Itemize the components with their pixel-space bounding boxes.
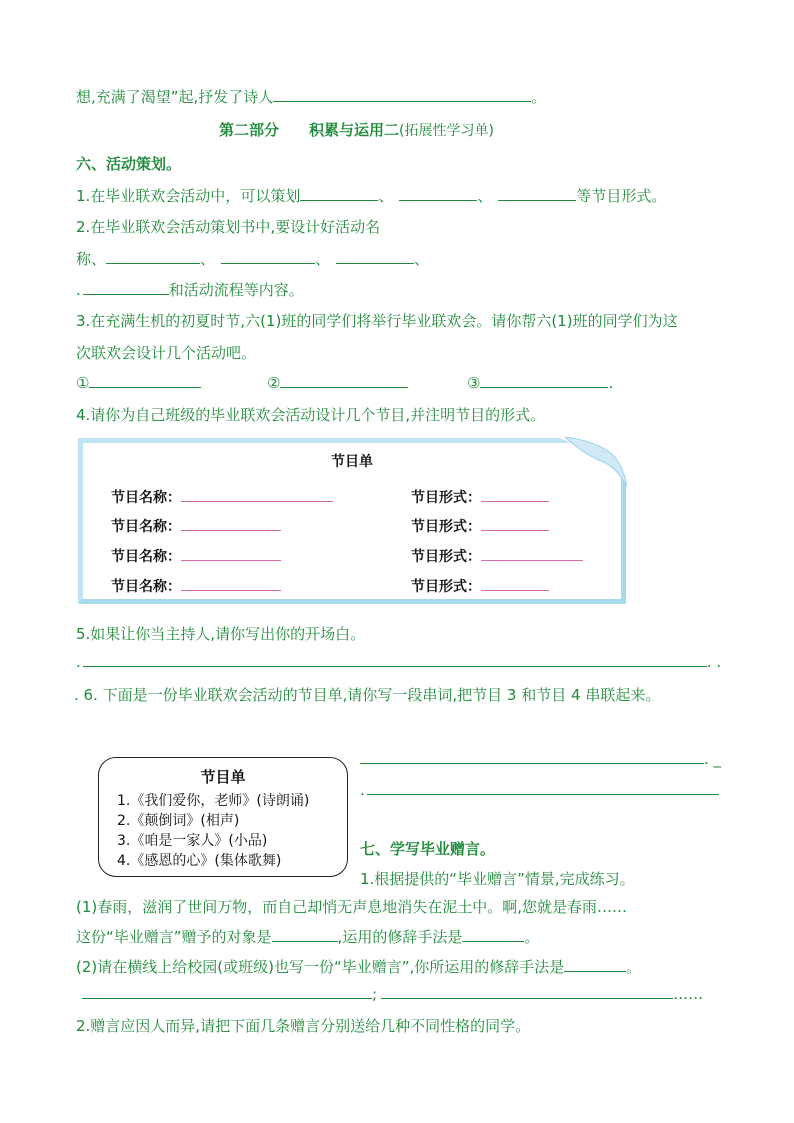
answer-blank[interactable] <box>481 546 583 561</box>
question-2-line-3 <box>76 279 304 300</box>
answer-blank[interactable] <box>462 927 524 942</box>
answer-blank[interactable] <box>360 749 704 764</box>
separator: ; <box>372 985 378 1003</box>
program-name-row <box>111 576 281 596</box>
answer-blank[interactable] <box>82 984 372 999</box>
program-form-row <box>411 516 549 536</box>
program-name-row <box>111 546 281 566</box>
text-segment: (2)请在横线上给校园(或班级)也写一份“毕业赠言”,你所运用的修辞手法是 <box>76 958 565 976</box>
section-7-part-2-line-1 <box>76 956 641 977</box>
answer-blank[interactable] <box>381 984 673 999</box>
program-list-item: 3.《咱是一家人》(小品) <box>117 833 268 849</box>
question-1 <box>76 185 666 206</box>
separator: 、 <box>477 187 493 205</box>
ellipsis: …… <box>673 985 704 1003</box>
question-3-answer-3 <box>467 373 613 392</box>
program-form-row <box>411 546 583 566</box>
answer-blank[interactable] <box>300 186 378 201</box>
answer-blank[interactable] <box>221 249 315 264</box>
answer-blank[interactable] <box>181 516 281 531</box>
line-end: . _ <box>704 750 722 768</box>
section-7-heading: 七、学写毕业赠言。 <box>360 840 496 858</box>
answer-blank[interactable] <box>336 249 414 264</box>
program-card <box>78 438 626 604</box>
line-1-end: 。 <box>531 88 547 106</box>
separator: 、 <box>200 250 216 268</box>
answer-blank[interactable] <box>83 280 169 295</box>
question-3-line-2: 次联欢会设计几个活动吧。 <box>76 344 257 362</box>
question-6: . 6. 下面是一份毕业联欢会活动的节目单,请你写一段串词,把节目 3 和节目 4 串联起来。 <box>74 686 661 704</box>
question-3-answers <box>76 373 201 392</box>
question-2-line-1: 2.在毕业联欢会活动策划书中,要设计好活动名 <box>76 218 381 236</box>
program-form-label: 节目形式： <box>411 579 481 595</box>
question-5-answer <box>76 652 721 671</box>
text-segment: 这份“毕业赠言”赠予的对象是 <box>76 928 272 946</box>
choice-marker-2: ② <box>267 374 281 392</box>
section-title-main: 第二部分 积累与运用二 <box>219 121 400 139</box>
link-answer-line-1 <box>360 749 721 768</box>
line-1 <box>76 86 546 107</box>
answer-blank[interactable] <box>89 373 201 388</box>
question-2-dot: . <box>76 281 81 299</box>
answer-blank[interactable] <box>181 546 281 561</box>
question-3-answer-2 <box>267 373 408 392</box>
answer-blank[interactable] <box>83 652 707 667</box>
section-title-sub: (拓展性学习单) <box>399 123 494 139</box>
answer-blank[interactable] <box>106 249 200 264</box>
question-1-text: 1.在毕业联欢会活动中，可以策划 <box>76 187 301 205</box>
program-name-row <box>111 487 333 507</box>
answer-blank[interactable] <box>273 87 531 102</box>
answer-blank[interactable] <box>480 373 608 388</box>
dot: . <box>76 653 81 671</box>
section-7-part-2-answer <box>82 984 703 1003</box>
answer-blank[interactable] <box>367 780 719 795</box>
link-answer-line-2 <box>360 780 719 799</box>
program-list-box <box>98 757 348 877</box>
line-1-text: 想,充满了渴望”起,抒发了诗人 <box>76 88 274 106</box>
answer-blank[interactable] <box>481 487 549 502</box>
text-segment: 。 <box>626 958 642 976</box>
question-4: 4.请你为自己班级的毕业联欢会活动设计几个节目,并注明节目的形式。 <box>76 406 546 424</box>
answer-blank[interactable] <box>481 576 549 591</box>
answer-blank[interactable] <box>564 957 626 972</box>
question-1-end: 等节目形式。 <box>576 187 667 205</box>
text-segment: 。 <box>524 928 540 946</box>
program-list-item: 1.《我们爱你，老师》(诗朗诵) <box>117 793 310 809</box>
separator: 、 <box>414 250 430 268</box>
separator: 、 <box>315 250 331 268</box>
dot: . <box>360 781 365 799</box>
section-7-question-2: 2.赠言应因人而异,请把下面几条赠言分别送给几种不同性格的同学。 <box>76 1017 531 1035</box>
text-segment: ,运用的修辞手法是 <box>337 928 463 946</box>
dots: . . <box>706 653 722 671</box>
program-name-label: 节目名称： <box>111 519 181 535</box>
choice-marker-3: ③ <box>467 374 481 392</box>
answer-blank[interactable] <box>498 186 576 201</box>
program-name-row <box>111 516 281 536</box>
program-form-row <box>411 576 549 596</box>
program-form-label: 节目形式： <box>411 490 481 506</box>
program-form-label: 节目形式： <box>411 549 481 565</box>
program-list-item: 4.《感恩的心》(集体歌舞) <box>117 853 282 869</box>
program-list-title: 节目单 <box>200 768 246 786</box>
answer-blank[interactable] <box>181 487 333 502</box>
answer-blank[interactable] <box>280 373 408 388</box>
question-2-start: 称、 <box>76 250 107 268</box>
program-name-label: 节目名称： <box>111 490 181 506</box>
question-2-end: 和活动流程等内容。 <box>168 281 304 299</box>
program-card-title: 节目单 <box>331 454 373 470</box>
choice-marker-1: ① <box>76 374 90 392</box>
program-form-label: 节目形式： <box>411 519 481 535</box>
section-7-question-1: 1.根据提供的“毕业赠言”情景,完成练习。 <box>360 870 635 888</box>
section-title <box>219 119 494 140</box>
answer-blank[interactable] <box>272 927 338 942</box>
program-name-label: 节目名称： <box>111 579 181 595</box>
answer-blank[interactable] <box>181 576 281 591</box>
question-3-line-1: 3.在充满生机的初夏时节,六(1)班的同学们将举行毕业联欢会。请你帮六(1)班的同学们为这 <box>76 312 678 330</box>
program-form-row <box>411 487 549 507</box>
section-6-heading: 六、活动策划。 <box>76 155 182 173</box>
question-5: 5.如果让你当主持人,请你写出你的开场白。 <box>76 625 366 643</box>
question-3-end: . <box>608 374 614 392</box>
question-2-line-2 <box>76 248 429 269</box>
program-list-item: 2.《颠倒词》(相声) <box>117 813 240 829</box>
section-7-part-1-line-2 <box>76 926 539 947</box>
answer-blank[interactable] <box>399 186 477 201</box>
answer-blank[interactable] <box>481 516 549 531</box>
separator: 、 <box>378 187 394 205</box>
program-name-label: 节目名称： <box>111 549 181 565</box>
section-7-part-1-line-1: (1)春雨，滋润了世间万物，而自己却悄无声息地消失在泥土中。啊,您就是春雨…… <box>76 898 628 916</box>
